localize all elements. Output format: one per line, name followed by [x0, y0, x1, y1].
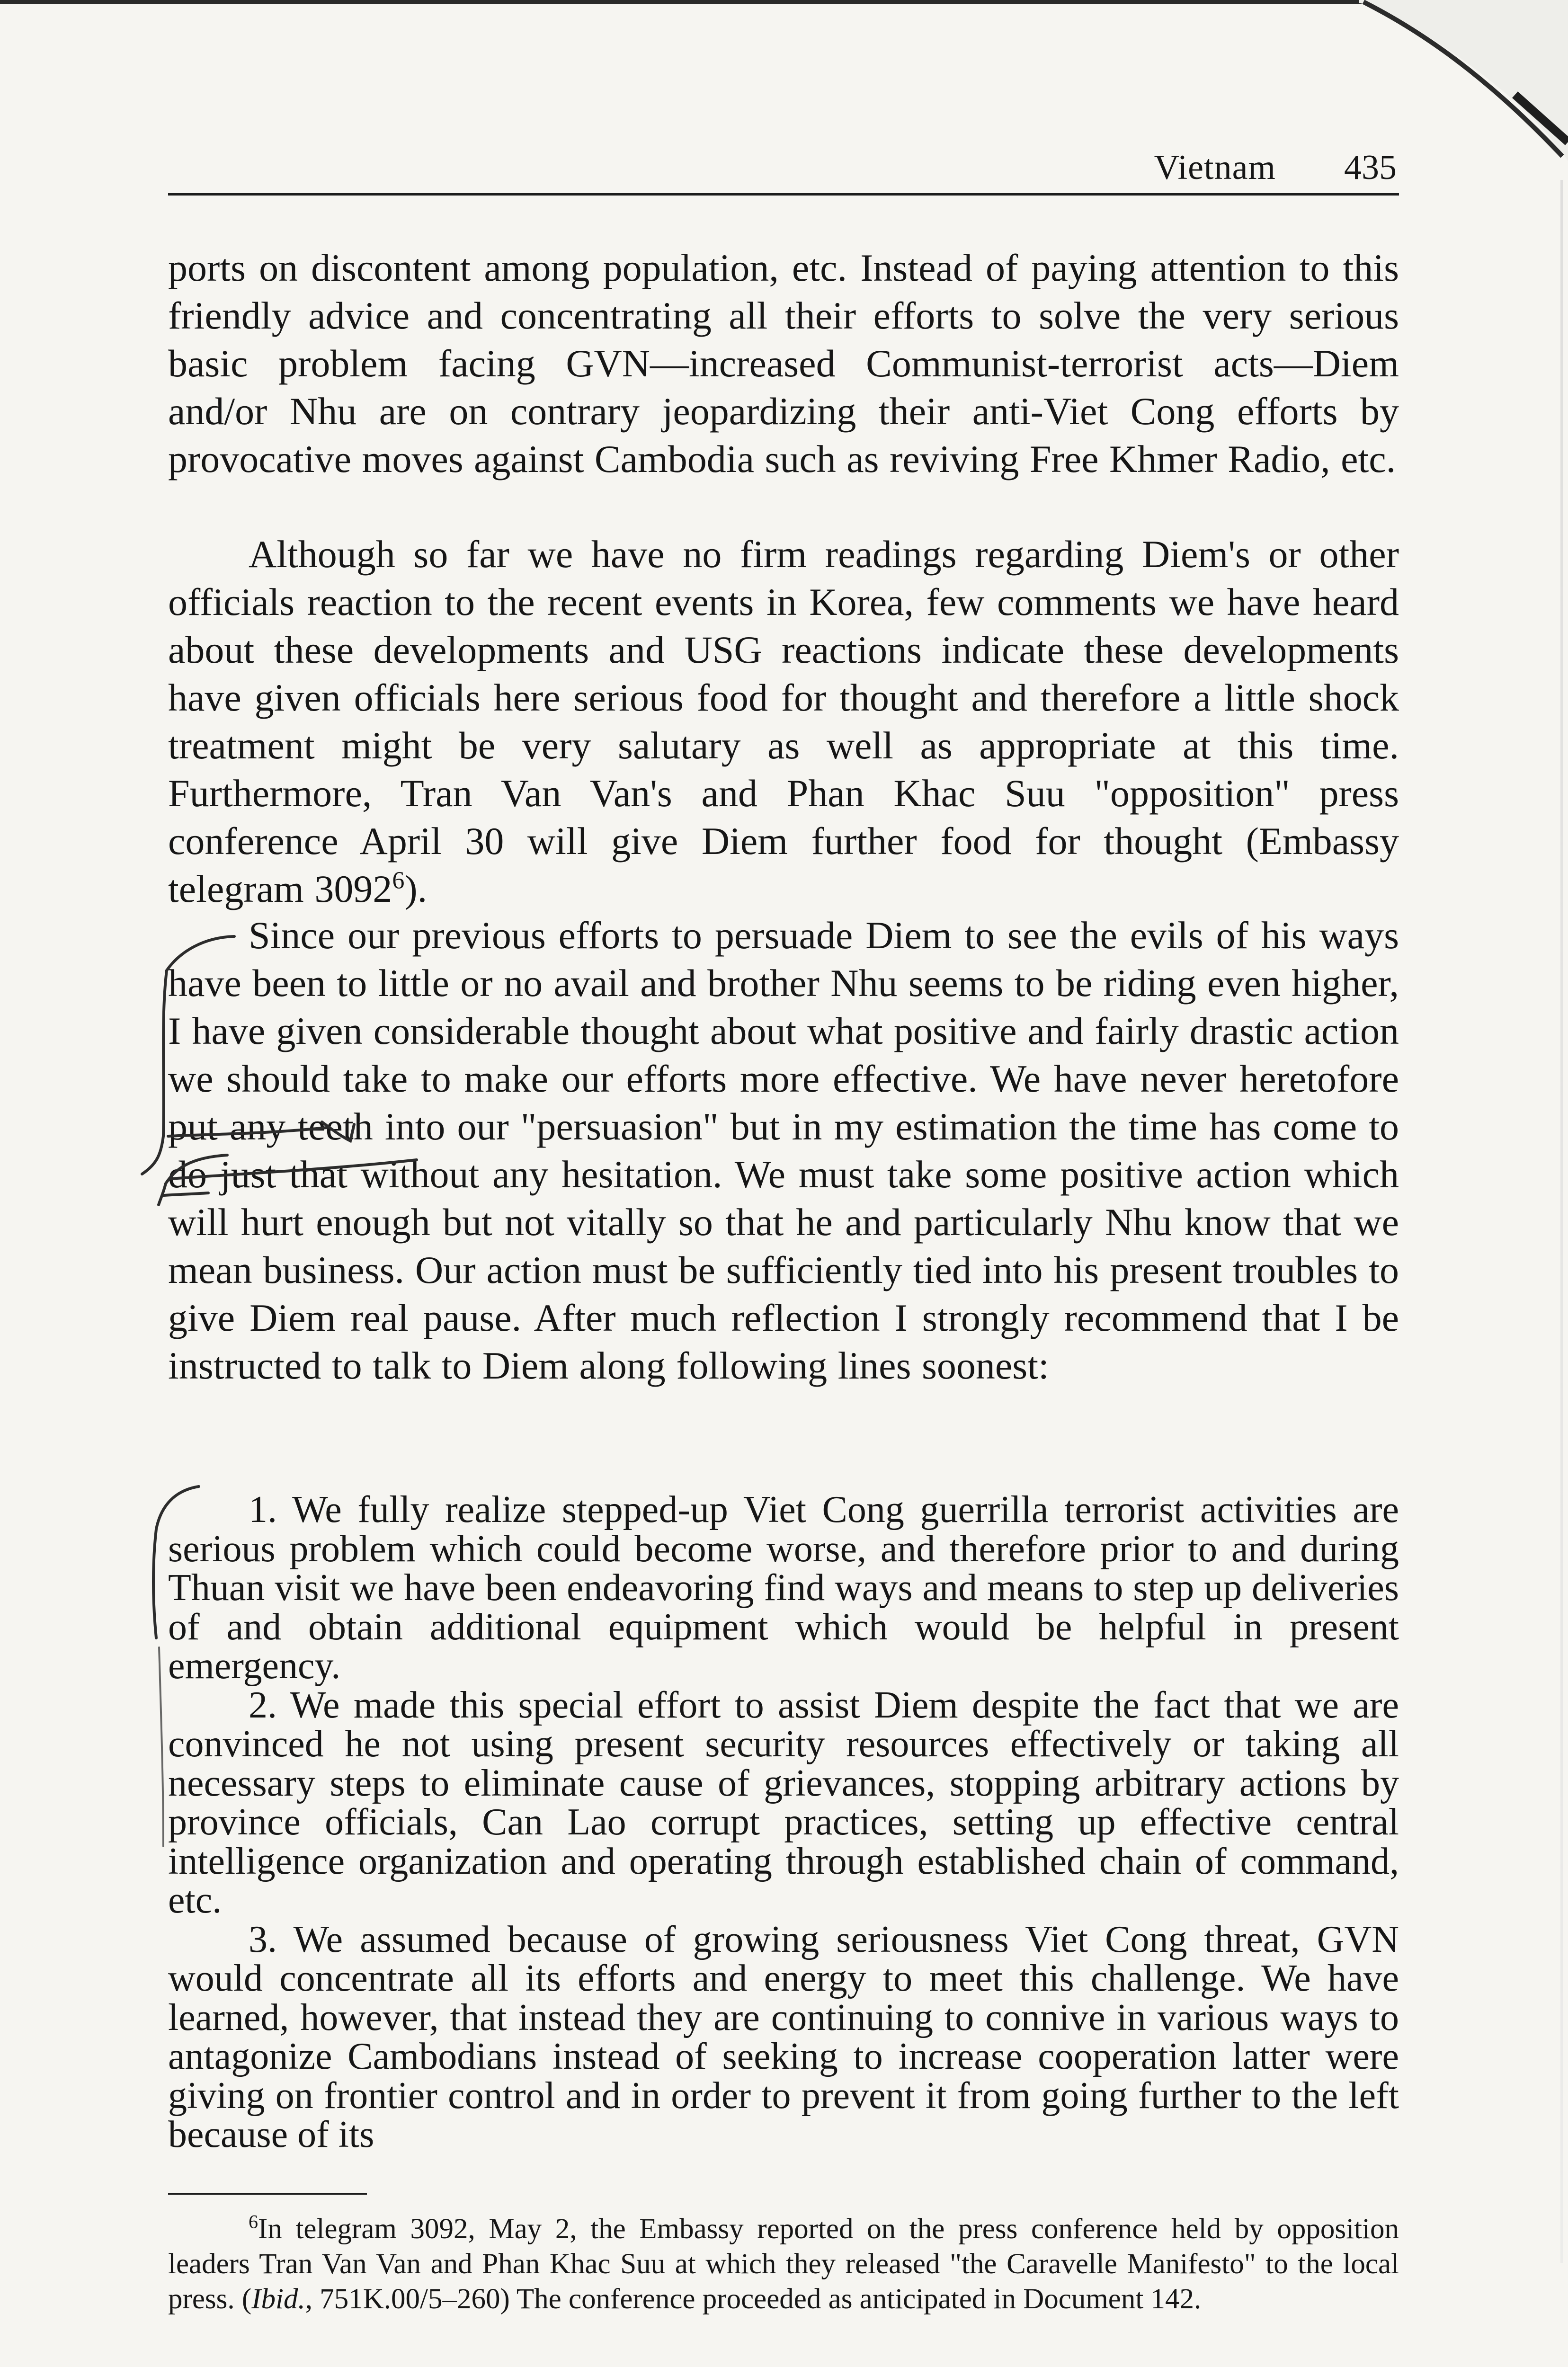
paragraph-2-text	[168, 530, 1399, 913]
list-item-1: 1. We fully realize stepped-up Viet Cong guerrilla terrorist activities are serious problem which could become worse, and therefore prior to and during Thuan visit we have been endeavoring find ways and means to step up deliveries of and obtain additional equipment which would be helpful in present emergency.	[168, 1489, 1399, 1687]
footnote-text	[168, 2212, 1399, 2317]
footnote-text-a: In telegram 3092, May 2, the Embassy reported on the press conference held by opposition leaders Tran Van Van and Phan Khac Suu at which they released "the Caravelle Manifesto" to the local press. (	[168, 2213, 1399, 2315]
list-item-2: 2. We made this special effort to assist Diem despite the fact that we are convinced he not using present security resources effectively or taking all necessary steps to eliminate cause of grievances, stopping arbitrary actions by province officials, Can Lao corrupt practices, setting up effective central intelligence organization and operating through established chain of command, etc.	[168, 1684, 1399, 1921]
footnote-ibid: Ibid.	[251, 2283, 305, 2315]
footnote	[168, 2212, 1399, 2317]
footnote-rule	[168, 2193, 367, 2195]
margin-line-long	[159, 1647, 163, 1846]
paragraph-2	[168, 530, 1399, 913]
paragraph-2-end: ).	[404, 867, 428, 910]
footnote-marker: 6	[249, 2211, 258, 2233]
list-item-3: 3. We assumed because of growing seriousness Viet Cong threat, GVN would concentrate all its efforts and energy to meet this challenge. We have learned, however, that instead they are continuing to connive in various ways to antagonize Cambodians instead of seeking to increase cooperation latter were giving on frontier control and in order to prevent it from going further to the left because of its	[168, 1918, 1399, 2155]
paragraph-2-body: Although so far we have no firm readings regarding Diem's or other officials reaction to the recent events in Korea, few comments we have heard about these developments and USG reactions indicate these developments have given officials here serious food for thought and therefore a little shock treatment might be very salutary as well as appropriate at this time. Furthermore, Tran Van Van's and Phan Khac Suu "opposition" press conference April 30 will give Diem further food for thought (Embassy telegram 3092	[168, 533, 1399, 910]
paragraph-3	[168, 911, 1399, 1389]
recommendation-list	[168, 1490, 1399, 2154]
paragraph-1-text: ports on discontent among population, etc. Instead of paying attention to this friendly advice and concentrating all their efforts to solve the very serious basic problem facing GVN—increased Communist-terrorist acts—Diem and/or Nhu are on contrary jeopardizing their anti-Viet Cong efforts by provocative moves against Cambodia such as reviving Free Khmer Radio, etc.	[168, 246, 1399, 481]
running-header	[166, 142, 1397, 194]
footnote-text-b: , 751K.00/5–260) The conference proceeded as anticipated in Document 142.	[305, 2283, 1202, 2315]
paragraph-3-text: Since our previous efforts to persuade Diem to see the evils of his ways have been to little or no avail and brother Nhu seems to be riding even higher, I have given considerable thought about what positive and fairly drastic action we should take to make our efforts more effective. We have never heretofore put any teeth into our "persuasion" but in my estimation the time has come to do just that without any hesitation. We must take some positive action which will hurt enough but not vitally so that he and particularly Nhu know that we mean business. Our action must be sufficiently tied into his present troubles to give Diem real pause. After much reflection I strongly recommend that I be instructed to talk to Diem along following lines soonest:	[168, 914, 1399, 1387]
page-number: 435	[1344, 148, 1397, 187]
scan-right-edge	[1560, 180, 1563, 2263]
running-title: Vietnam	[1154, 148, 1276, 187]
scan-top-edge	[0, 0, 1363, 4]
header-rule	[168, 193, 1399, 196]
footnote-reference[interactable]: 6	[392, 867, 405, 894]
paragraph-1	[168, 244, 1399, 483]
